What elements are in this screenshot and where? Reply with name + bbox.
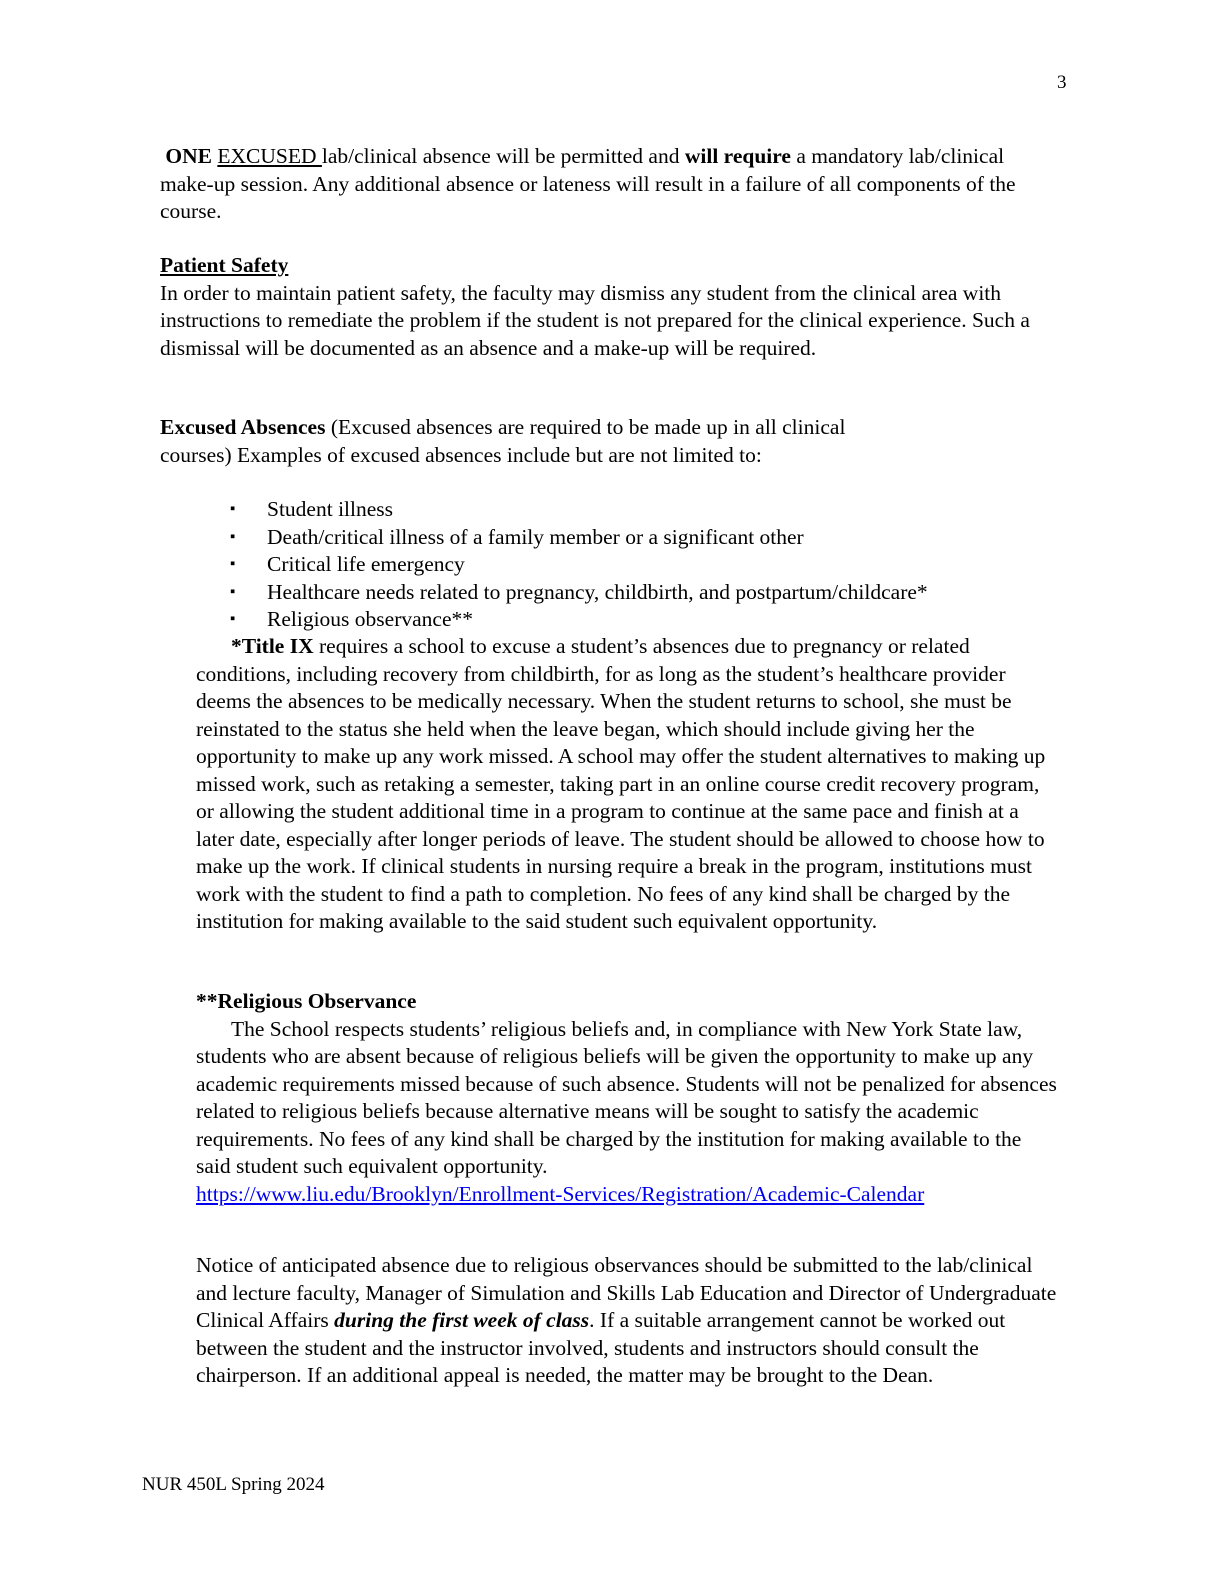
- excused-absences-intro-text: (Excused absences are required to be made up in all clinical courses) Examples of excused absences include but are not limited to:: [160, 415, 846, 467]
- notice-text-2: . If a suitable arrangement cannot be worked out between the student and the instructor involved, students and instructors should consult the chairperson. If an additional appeal is needed, the matter may be brought to the Dean.: [196, 1308, 1006, 1387]
- list-item: ▪ Death/critical illness of a family member or a significant other: [230, 524, 1110, 552]
- list-item: ▪ Critical life emergency: [230, 551, 1110, 579]
- footer: NUR 450L Spring 2024: [142, 1474, 325, 1495]
- title-ix-body: requires a school to excuse a student’s absences due to pregnancy or related conditions, including recovery from childbirth, for as long as the student’s healthcare provider deems the absences to be medically necessary. When the student returns to school, she must be reinstated to the status she held when the leave began, which should include giving her the opportunity to make up any work missed. A school may offer the student alternatives to making up missed work, such as retaking a semester, taking part in an online course credit recovery program, or allowing the student additional time in a program to continue at the same pace and finish at a later date, especially after longer periods of leave. The student should be allowed to choose how to make up the work. If clinical students in nursing require a break in the program, institutions must work with the student to find a path to completion. No fees of any kind shall be charged by the institution for making available to the said student such equivalent opportunity.: [196, 634, 1046, 933]
- absence-policy-paragraph: [160, 143, 1060, 226]
- list-item: ▪ Student illness: [230, 496, 1110, 524]
- excused-absences-intro: [160, 414, 880, 469]
- one-label: ONE: [165, 144, 212, 168]
- religious-observance-heading: **Religious Observance: [196, 989, 417, 1013]
- page-number: 3: [1057, 72, 1067, 93]
- excused-absences-heading: Excused Absences: [160, 415, 326, 439]
- excused-absences-list: [230, 496, 1110, 634]
- list-item: ▪ Religious observance**: [230, 606, 1110, 634]
- title-ix-label: *Title IX: [231, 634, 314, 658]
- patient-safety-section: [160, 252, 1060, 362]
- notice-text-1: Notice of anticipated absence due to religious observances should be submitted to the lab/clinical and lecture faculty, Manager of Simulation and Skills Lab Education and Director of Undergraduate Clinical Affairs: [196, 1253, 1057, 1332]
- absence-text-2: a mandatory lab/clinical make-up session. Any additional absence or lateness will result in a failure of all components of the course.: [160, 144, 1016, 223]
- absence-text-1: lab/clinical absence will be permitted and: [321, 144, 685, 168]
- notice-emphasis: during the first week of class: [334, 1308, 590, 1332]
- patient-safety-heading: Patient Safety: [160, 253, 289, 277]
- title-ix-paragraph: [196, 633, 1058, 936]
- will-require-label: will require: [684, 144, 791, 168]
- religious-observance-body: The School respects students’ religious beliefs and, in compliance with New York State law, students who are absent because of religious beliefs will be given the opportunity to make up any academic requirements missed because of such absence. Students will not be penalized for absences related to religious beliefs because alternative means will be sought to satisfy the academic requirements. No fees of any kind shall be charged by the institution for making available to the said student such equivalent opportunity.: [196, 1016, 1057, 1178]
- academic-calendar-link[interactable]: https://www.liu.edu/Brooklyn/Enrollment-Services/Registration/Academic-Calendar: [196, 1181, 925, 1206]
- list-item: ▪ Healthcare needs related to pregnancy, childbirth, and postpartum/childcare*: [230, 579, 1110, 607]
- excused-label: EXCUSED: [217, 144, 322, 168]
- religious-observance-section: [196, 988, 1058, 1208]
- religious-observance-paragraph: [196, 1016, 1058, 1181]
- notice-paragraph: [196, 1252, 1058, 1390]
- patient-safety-body: In order to maintain patient safety, the faculty may dismiss any student from the clinical area with instructions to remediate the problem if the student is not prepared for the clinical experience. Such a dismissal will be documented as an absence and a make-up will be required.: [160, 280, 1030, 360]
